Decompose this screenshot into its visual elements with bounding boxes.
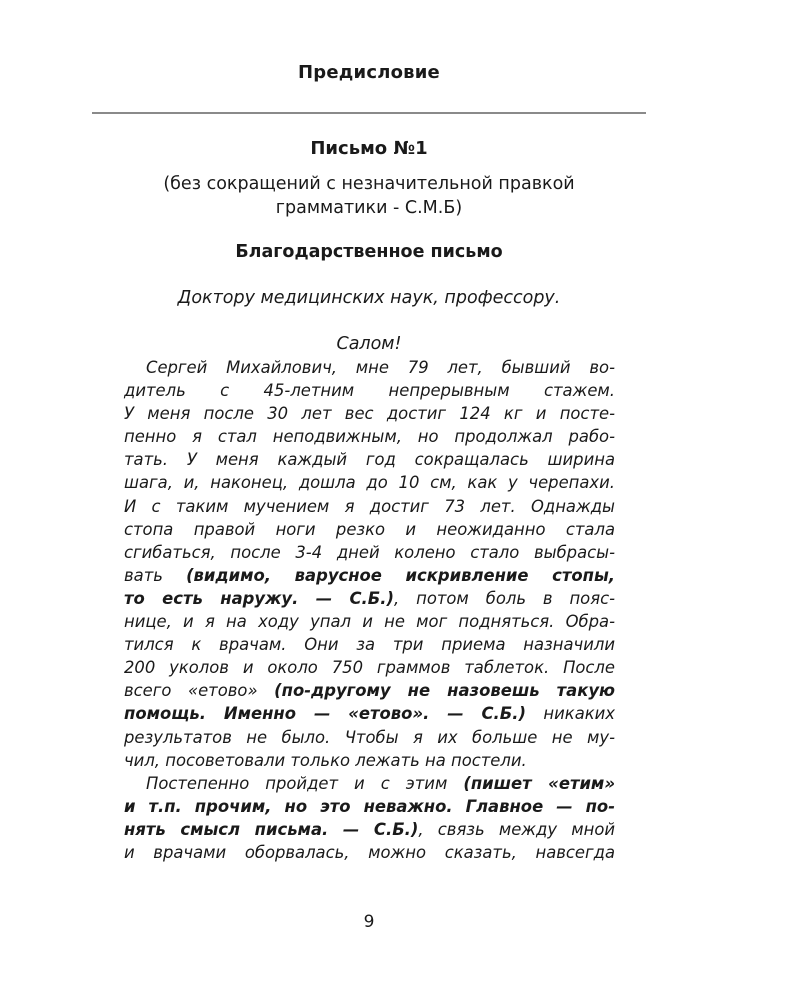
text-line: нице, и я на ходу упал и не мог подняться. Обра-	[124, 612, 615, 632]
text-line: дитель с 45-летним непрерывным стажем.	[124, 381, 615, 401]
text-line: тать. У меня каждый год сокращалась ширина	[124, 450, 615, 470]
text-line	[124, 795, 615, 818]
text-line: то есть наружу. — С.Б.), потом боль в пояс-	[124, 588, 615, 608]
text-line: пенно я стал неподвижным, но продолжал рабо-	[124, 427, 615, 447]
editor-note: то есть наружу. — С.Б.)	[124, 588, 394, 608]
editor-note: помощь. Именно — «етово». — С.Б.)	[124, 704, 526, 724]
text-line: результатов не было. Чтобы я их больше не му-	[124, 727, 615, 747]
text-line: стопа правой ноги резко и неожиданно стала	[124, 519, 615, 539]
text-line: нять смысл письма. — С.Б.), связь между мной	[124, 819, 615, 839]
editor-note: (по-другому не назовешь такую	[274, 681, 615, 701]
text-line: всего «етово» (по-другому не назовешь такую	[124, 681, 615, 701]
section-title: Благодарственное письмо	[235, 242, 503, 262]
text-line: вать (видимо, варусное искривление стопы,	[124, 565, 616, 585]
text-line: И с таким мучением я достиг 73 лет. Однажды	[124, 496, 615, 516]
text-line: Постепенно пройдет и с этим (пишет «етим»	[146, 773, 615, 793]
subtitle-line: грамматики - С.М.Б)	[275, 198, 463, 218]
text-line: сгибаться, после 3-4 дней колено стало выбрасы-	[124, 542, 615, 562]
text-line: помощь. Именно — «етово». — С.Б.) никаких	[124, 704, 615, 724]
text-line: У меня после 30 лет вес достиг 124 кг и посте-	[124, 404, 615, 424]
page-number: 9	[363, 912, 375, 932]
letter-greeting: Салом!	[336, 334, 402, 354]
text-line: Сергей Михайлович, мне 79 лет, бывший во-	[146, 358, 615, 377]
editor-note: (видимо, варусное искривление стопы,	[186, 565, 616, 585]
running-head: Предисловие	[298, 62, 440, 83]
editor-note: (пишет «етим»	[463, 773, 615, 793]
letter-address: Доктору медицинских наук, профессору.	[177, 288, 561, 308]
text-line: шага, и, наконец, дошла до 10 см, как у черепахи.	[124, 473, 615, 493]
editor-note: нять смысл письма. — С.Б.)	[124, 819, 419, 839]
letter-title: Письмо №1	[310, 138, 428, 159]
subtitle-line: (без сокращений с незначительной правкой	[163, 174, 575, 194]
editor-note: и т.п. прочим, но это неважно. Главное — по-	[124, 796, 615, 816]
header-divider	[92, 112, 646, 114]
letter-body	[124, 356, 615, 864]
text-line: чил, посоветовали только лежать на постели.	[124, 750, 527, 770]
text-line: 200 уколов и около 750 граммов таблеток. После	[124, 658, 615, 678]
letter-subtitle	[92, 172, 646, 220]
text-line: и врачами оборвалась, можно сказать, навсегда	[124, 842, 615, 862]
text-line: тился к врачам. Они за три приема назначили	[124, 635, 615, 655]
